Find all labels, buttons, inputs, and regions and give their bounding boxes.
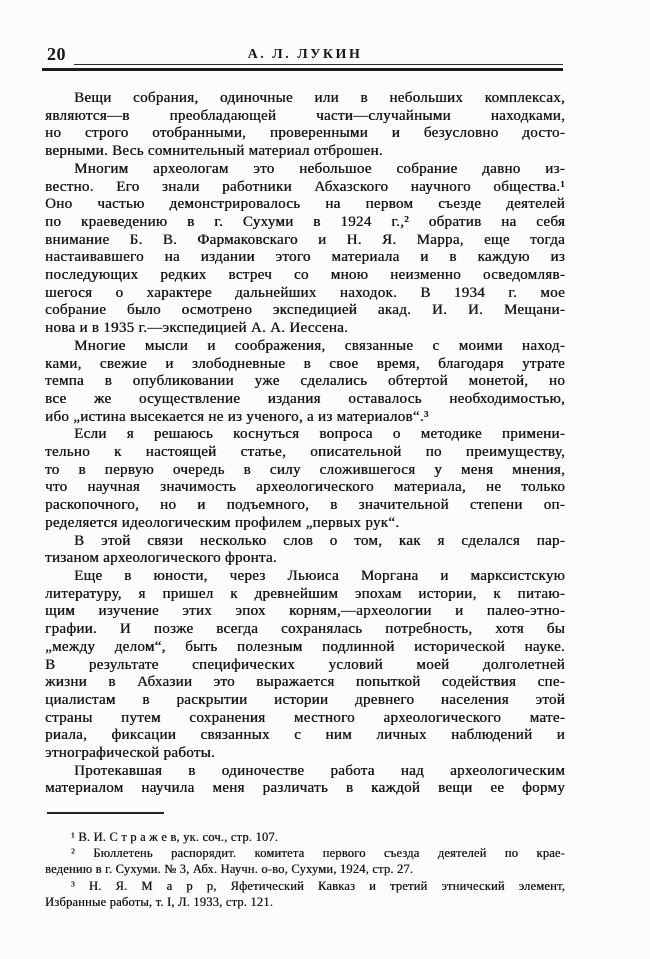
text-line: собрание было осмотрено экспедицией акад. И. И. Мещани-: [45, 302, 565, 319]
header-rule-thick: [42, 68, 563, 71]
text-line: В этой связи несколько слов о том, как я сделался пар-: [74, 532, 565, 549]
text-line: тельно к настоящей статье, описательной по преимуществу,: [45, 444, 565, 461]
text-line: ибо „истина высекается не из ученого, а из материалов“.³: [45, 408, 429, 425]
footnotes: [45, 829, 565, 910]
text-line: материалом научила меня различать в каждой вещи ее форму: [45, 780, 565, 797]
running-title: А. Л. ЛУКИН: [247, 47, 363, 62]
header-rule-thin: [74, 64, 563, 65]
text-line: являются—в преобладающей части—случайными находками,: [45, 107, 565, 124]
text-line: Протекавшая в одиночестве работа над археологическим: [74, 762, 565, 779]
text-line: жизни в Абхазии это выражается попыткой содействия спе-: [45, 674, 565, 691]
text-line: все же осуществление издания оставалось необходимостью,: [45, 390, 565, 407]
text-line: настаивавшего на издании этого материала и в каждую из: [45, 249, 565, 266]
text-line: литературу, я пришел к древнейшим эпохам истории, к питаю-: [45, 585, 565, 602]
text-line: ками, свежие и злободневные в свое время, благодаря утрате: [45, 355, 565, 372]
text-line: Вещи собрания, одиночные или в небольших комплексах,: [74, 90, 565, 106]
page-number: 20: [47, 44, 66, 64]
footnote-line: ² Бюллетень распорядит. комитета первого съезда деятелей по крае-: [71, 846, 565, 861]
text-line: ределяется идеологическим профилем „первых рук“.: [45, 514, 400, 531]
text-line: Еще в юности, через Льюиса Моргана и марксистскую: [74, 567, 565, 584]
footnote-line: ¹ В. И. С т р а ж е в, ук. соч., стр. 107.: [71, 830, 279, 844]
text-line: темпа в опубликовании уже сделались обтертой монетой, но: [45, 373, 565, 390]
text-line: риала, фиксации связанных с ним личных наблюдений и: [45, 727, 565, 744]
text-line: шегося о характере дальнейших находок. В 1934 г. мое: [45, 284, 565, 301]
text-line: страны путем сохранения местного археологического мате-: [45, 709, 565, 726]
footnote-line: ведению в г. Сухуми. № 3, Абх. Научн. о-во, Сухуми, 1924, стр. 27.: [45, 862, 414, 877]
text-line: вестно. Его знали работники Абхазского научного общества.¹: [45, 178, 565, 195]
text-line: этнографической работы.: [45, 745, 215, 762]
text-line: по краеведению в г. Сухуми в 1924 г.,² обратив на себя: [45, 213, 565, 230]
text-line: Оно частью демонстрировалось на первом съезде деятелей: [45, 196, 565, 213]
footnote-line: ³ Н. Я. М а р р, Яфетический Кавказ и третий этнический элемент,: [71, 878, 565, 893]
text-line: но строго отобранными, проверенными и безусловно досто-: [45, 125, 565, 142]
footnote-separator: [47, 812, 164, 814]
text-line: последующих редких встреч со мною неизменно осведомляв-: [45, 267, 565, 284]
text-line: нова и в 1935 г.—экспедицией А. А. Иессена.: [45, 320, 349, 337]
text-line: „между делом“, быть полезным подлинной исторической науке.: [45, 638, 565, 655]
text-line: что научная значимость археологического материала, не только: [45, 479, 565, 496]
text-line: внимание Б. В. Фармаковскаго и Н. Я. Марра, еще тогда: [45, 231, 565, 248]
text-line: циалистам в раскрытии истории древнего населения этой: [45, 691, 565, 708]
text-line: верными. Весь сомнительный материал отброшен.: [45, 143, 383, 160]
text-line: графии. И позже всегда сохранялась потребность, хотя бы: [45, 621, 565, 638]
text-line: Если я решаюсь коснуться вопроса о методике примени-: [74, 426, 565, 443]
text-line: щим изучение этих эпох корням,—археологии и палео-этно-: [45, 603, 565, 620]
text-line: В результате специфических условий моей долголетней: [45, 656, 565, 673]
text-line: раскопочного, но и подъемного, в значительной степени оп-: [45, 497, 565, 514]
footnote-line: Избранные работы, т. I, Л. 1933, стр. 121.: [45, 894, 274, 909]
body-text: [45, 90, 565, 798]
text-line: тизаном археологического фронта.: [45, 550, 277, 567]
text-line: Многим археологам это небольшое собрание давно из-: [74, 160, 565, 177]
text-line: то в первую очередь в силу сложившегося у меня мнения,: [45, 461, 565, 478]
text-line: Многие мысли и соображения, связанные с моими наход-: [74, 337, 565, 354]
